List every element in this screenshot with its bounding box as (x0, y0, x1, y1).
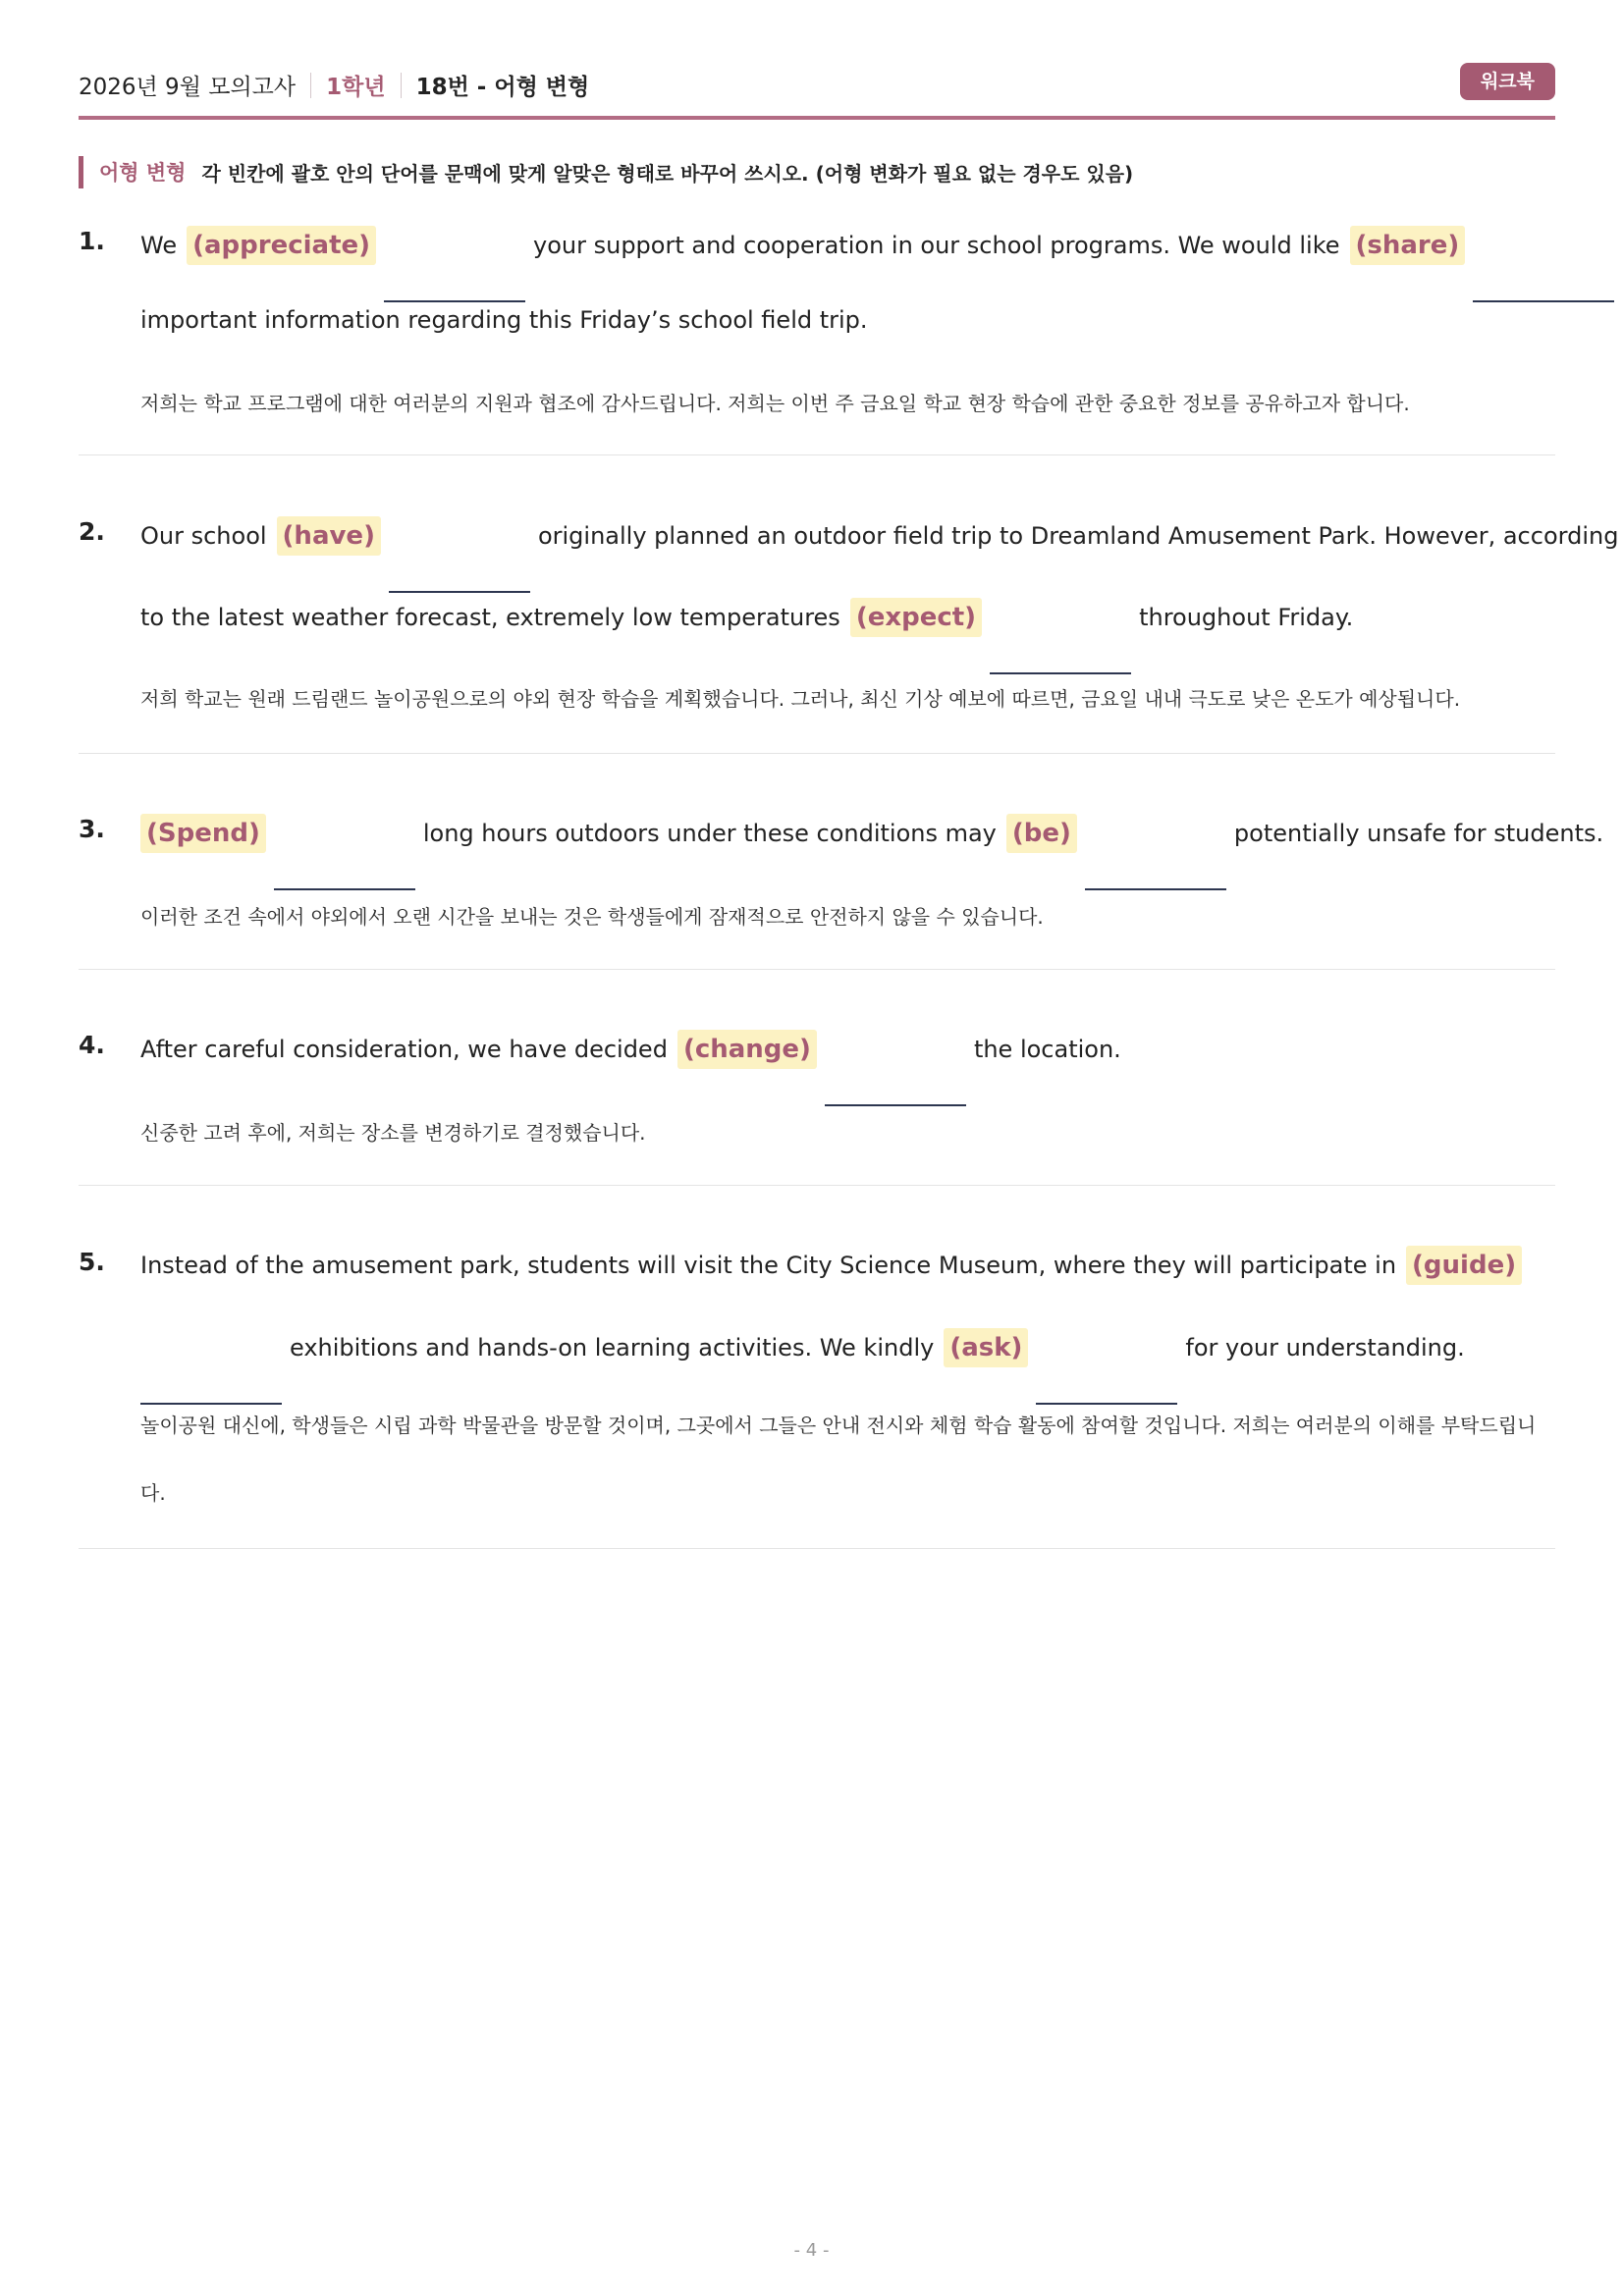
korean-translation: 놀이공원 대신에, 학생들은 시립 과학 박물관을 방문할 것이며, 그곳에서 그들은 안내 전시와 체험 학습 활동에 참여할 것입니다. 저희는 여러분의 이해를 부탁드립니다. (140, 1414, 1537, 1505)
korean-translation: 이러한 조건 속에서 야외에서 오랜 시간을 보내는 것은 학생들에게 잠재적으로 안전하지 않을 수 있습니다. (140, 905, 1044, 929)
question-line (140, 1246, 1530, 1285)
sentence-text: After careful consideration, we have decided (140, 1036, 668, 1063)
question-title: 18번 - 어형 변형 (415, 75, 590, 100)
sentence-text: important information regarding this Friday’s school field trip. (140, 306, 868, 334)
answer-blank[interactable] (990, 633, 1131, 674)
sentence-text: potentially unsafe for students. (1233, 820, 1604, 847)
korean-translation: 저희 학교는 원래 드림랜드 놀이공원으로의 야외 현장 학습을 계획했습니다. 그러나, 최신 기상 예보에 따르면, 금요일 내내 극도로 낮은 온도가 예상됩니다. (140, 687, 1461, 711)
sentence-text: for your understanding. (1185, 1334, 1465, 1362)
answer-blank[interactable] (389, 552, 530, 593)
answer-blank[interactable] (274, 849, 415, 890)
word-hint: (Spend) (140, 814, 266, 853)
instruction-text: 각 빈칸에 괄호 안의 단어를 문맥에 맞게 알맞은 형태로 바꾸어 쓰시오. (어형 변화가 필요 없는 경우도 있음) (201, 161, 1134, 186)
worksheet-page (79, 0, 1619, 2296)
page-header (79, 61, 1555, 110)
question-divider (79, 969, 1555, 970)
sentence-text: We (140, 232, 178, 259)
sentence-text: long hours outdoors under these conditions may (422, 820, 997, 847)
workbook-badge: 워크북 (1460, 63, 1555, 100)
question-number: 5. (79, 1248, 105, 1276)
exam-name: 2026년 9월 모의고사 (79, 75, 297, 100)
answer-blank[interactable] (1085, 849, 1226, 890)
question-divider (79, 753, 1555, 754)
header-info (79, 69, 589, 101)
sentence-text: to the latest weather forecast, extremely low temperatures (140, 604, 840, 631)
question-number: 3. (79, 815, 105, 843)
word-hint: (be) (1006, 814, 1077, 853)
header-separator (401, 73, 402, 98)
word-hint: (share) (1350, 226, 1466, 265)
page-number: - 4 - (793, 2240, 830, 2261)
korean-translation: 신중한 고려 후에, 저희는 장소를 변경하기로 결정했습니다. (140, 1121, 646, 1145)
instruction-tag: 어형 변형 (99, 161, 187, 185)
question-line (140, 1029, 1121, 1070)
sentence-text: originally planned an outdoor field trip to Dreamland Amusement Park. However, according (537, 522, 1619, 550)
question-line (140, 1327, 1465, 1368)
answer-blank[interactable] (825, 1065, 966, 1106)
question-number: 1. (79, 227, 105, 255)
sentence-text: throughout Friday. (1139, 604, 1354, 631)
question-line (140, 597, 1353, 638)
question-divider (79, 454, 1555, 455)
question-divider (79, 1548, 1555, 1549)
word-hint: (appreciate) (187, 226, 376, 265)
word-hint: (ask) (944, 1328, 1028, 1367)
sentence-text: Instead of the amusement park, students will visit the City Science Museum, where they will participate in (140, 1252, 1397, 1279)
question-line (140, 300, 868, 340)
question-line (140, 515, 1618, 557)
answer-blank[interactable] (1473, 261, 1614, 302)
instruction (79, 154, 1133, 189)
word-hint: (change) (677, 1030, 817, 1069)
instruction-accent-bar (79, 156, 83, 188)
sentence-text: your support and cooperation in our school programs. We would like (533, 232, 1340, 259)
sentence-text: the location. (973, 1036, 1121, 1063)
word-hint: (have) (277, 516, 381, 556)
question-line (140, 225, 1622, 266)
question-number: 2. (79, 517, 105, 546)
sentence-text: exhibitions and hands-on learning activities. We kindly (290, 1334, 935, 1362)
question-divider (79, 1185, 1555, 1186)
answer-blank[interactable] (384, 261, 525, 302)
korean-translation: 저희는 학교 프로그램에 대한 여러분의 지원과 협조에 감사드립니다. 저희는 이번 주 금요일 학교 현장 학습에 관한 중요한 정보를 공유하고자 합니다. (140, 392, 1410, 415)
word-hint: (guide) (1406, 1246, 1522, 1285)
grade-label: 1학년 (326, 75, 386, 100)
word-hint: (expect) (850, 598, 982, 637)
question-number: 4. (79, 1031, 105, 1059)
question-line (140, 813, 1603, 854)
header-separator (310, 73, 311, 98)
header-rule (79, 116, 1555, 120)
sentence-text: Our school (140, 522, 267, 550)
